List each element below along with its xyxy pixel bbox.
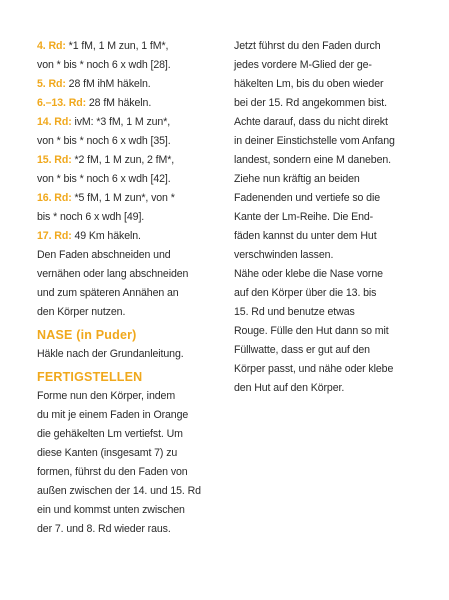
round-text: von * bis * noch 6 x wdh [28]. xyxy=(37,59,171,71)
round-text: von * bis * noch 6 x wdh [42]. xyxy=(37,173,171,185)
round-text: 28 fM häkeln. xyxy=(86,97,152,109)
body-line: in deiner Einstichstelle vom Anfang xyxy=(234,135,395,147)
round-line xyxy=(37,37,227,56)
body-line: Nähe oder klebe die Nase vorne xyxy=(234,268,383,280)
round-text: 49 Km häkeln. xyxy=(71,230,141,242)
body-line: auf den Körper über die 13. bis xyxy=(234,287,377,299)
body-line: Füllwatte, dass er gut auf den xyxy=(234,344,370,356)
round-line xyxy=(37,94,227,113)
body-line: der 7. und 8. Rd wieder raus. xyxy=(37,523,171,535)
fertigstellen-heading: FERTIGSTELLEN xyxy=(37,370,143,384)
round-text: von * bis * noch 6 x wdh [35]. xyxy=(37,135,171,147)
body-line: Fadenenden und vertiefe so die xyxy=(234,192,381,204)
body-line: den Körper nutzen. xyxy=(37,306,126,318)
round-line xyxy=(37,189,227,208)
round-instructions xyxy=(37,37,227,246)
round-line xyxy=(37,151,227,170)
body-line: Jetzt führst du den Faden durch xyxy=(234,40,381,52)
round-text: 28 fM ihM häkeln. xyxy=(65,78,151,90)
body-line: Körper passt, und nähe oder klebe xyxy=(234,363,394,375)
right-column xyxy=(234,37,416,398)
round-number: 14. Rd: xyxy=(37,116,72,128)
finishing-note xyxy=(37,246,227,322)
round-line xyxy=(37,75,227,94)
round-number: 16. Rd: xyxy=(37,192,72,204)
round-text: *5 fM, 1 M zun*, von * xyxy=(71,192,175,204)
round-line xyxy=(37,113,227,132)
body-line: den Hut auf den Körper. xyxy=(234,382,345,394)
body-line: 15. Rd und benutze etwas xyxy=(234,306,355,318)
round-number: 6.–13. Rd: xyxy=(37,97,87,109)
body-line: Forme nun den Körper, indem xyxy=(37,390,176,402)
round-line xyxy=(37,208,227,227)
round-number: 15. Rd: xyxy=(37,154,72,166)
body-line: fäden kannst du unter dem Hut xyxy=(234,230,377,242)
round-line xyxy=(37,170,227,189)
round-number: 17. Rd: xyxy=(37,230,72,242)
body-line: verschwinden lassen. xyxy=(234,249,334,261)
round-text: ivM: *3 fM, 1 M zun*, xyxy=(71,116,171,128)
body-line: Ziehe nun kräftig an beiden xyxy=(234,173,360,185)
round-number: 5. Rd: xyxy=(37,78,66,90)
body-line: Achte darauf, dass du nicht direkt xyxy=(234,116,388,128)
body-line: außen zwischen der 14. und 15. Rd xyxy=(37,485,201,497)
body-line: du mit je einem Faden in Orange xyxy=(37,409,189,421)
body-line: ein und kommst unten zwischen xyxy=(37,504,185,516)
body-line: Kante der Lm-Reihe. Die End- xyxy=(234,211,374,223)
round-text: *1 fM, 1 M zun, 1 fM*, xyxy=(65,40,169,52)
round-line xyxy=(37,132,227,151)
body-line: die gehäkelten Lm vertiefst. Um xyxy=(37,428,183,440)
body-line: diese Kanten (insgesamt 7) zu xyxy=(37,447,178,459)
round-line xyxy=(37,227,227,246)
body-line: vernähen oder lang abschneiden xyxy=(37,268,189,280)
round-text: *2 fM, 1 M zun, 2 fM*, xyxy=(71,154,175,166)
body-line: jedes vordere M-Glied der ge- xyxy=(234,59,372,71)
body-line: landest, sondern eine M daneben. xyxy=(234,154,391,166)
fertigstellen-text xyxy=(37,387,227,539)
body-line: bei der 15. Rd angekommen bist. xyxy=(234,97,387,109)
nase-heading: NASE (in Puder) xyxy=(37,328,137,342)
body-line: Rouge. Fülle den Hut dann so mit xyxy=(234,325,389,337)
body-line: und zum späteren Annähen an xyxy=(37,287,179,299)
round-text: bis * noch 6 x wdh [49]. xyxy=(37,211,145,223)
left-column xyxy=(37,37,227,539)
round-line xyxy=(37,56,227,75)
round-number: 4. Rd: xyxy=(37,40,66,52)
body-line: Den Faden abschneiden und xyxy=(37,249,171,261)
nase-text: Häkle nach der Grundanleitung. xyxy=(37,348,184,360)
body-line: formen, führst du den Faden von xyxy=(37,466,188,478)
body-line: häkelten Lm, bis du oben wieder xyxy=(234,78,384,90)
